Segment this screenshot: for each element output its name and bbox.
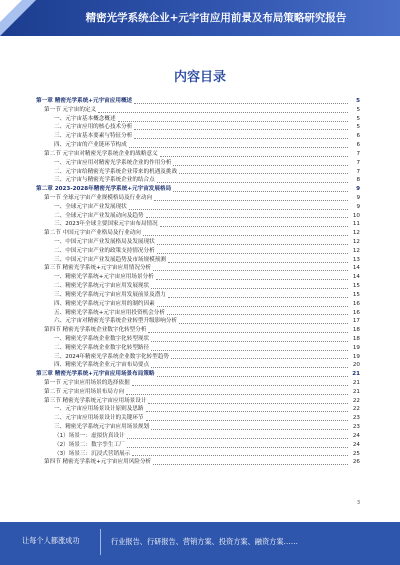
toc-entry-page: 14	[352, 265, 360, 272]
toc-entry-text: 第三节 精密光学系统元宇宙应用场景设计	[44, 397, 147, 404]
toc-entry[interactable]	[36, 264, 360, 273]
toc-entry[interactable]	[36, 229, 360, 238]
toc-leader-dots	[129, 146, 348, 148]
toc-entry[interactable]	[36, 141, 360, 150]
toc-entry-text: 第二节 元宇宙对精密光学系统企业的战略意义	[44, 150, 158, 157]
toc-entry-page: 25	[352, 450, 360, 457]
toc-entry[interactable]	[36, 309, 360, 318]
toc-leader-dots	[132, 454, 348, 456]
toc-entry[interactable]	[36, 97, 360, 106]
toc-leader-dots	[151, 340, 348, 342]
toc-entry-page: 12	[352, 247, 360, 254]
report-title: 精密光学系统企业+元宇宙应用前景及布局策略研究报告	[85, 12, 347, 24]
toc-entry-text: 四、精密光学系统企业元宇宙布局要点	[54, 362, 150, 369]
toc-entry[interactable]	[36, 423, 360, 432]
toc-leader-dots	[157, 243, 348, 245]
toc-leader-dots	[151, 366, 348, 368]
toc-entry-page: 22	[352, 406, 360, 413]
toc-entry[interactable]	[36, 300, 360, 309]
toc-entry-page: 7	[356, 168, 360, 175]
toc-leader-dots	[134, 128, 348, 130]
toc-entry-page: 5	[356, 98, 360, 104]
toc-leader-dots	[173, 190, 348, 192]
toc-entry[interactable]	[36, 317, 360, 326]
toc-entry-text: 第二节 中国元宇宙产业格局及行业动向	[44, 230, 141, 237]
toc-entry-page: 16	[352, 309, 360, 316]
toc-entry-page: 5	[356, 124, 360, 131]
toc-entry-page: 13	[352, 256, 360, 263]
toc-leader-dots	[179, 322, 348, 324]
toc-entry-page: 12	[352, 239, 360, 245]
toc-leader-dots	[126, 393, 348, 395]
toc-entry[interactable]	[36, 115, 360, 124]
toc-entry-text: 第一章 精密光学系统+元宇宙应用概述	[36, 98, 133, 104]
toc-leader-dots	[160, 225, 348, 227]
toc-entry[interactable]	[36, 379, 360, 388]
toc-leader-dots	[156, 278, 348, 280]
toc-entry[interactable]	[36, 168, 360, 177]
toc-entry-page: 24	[352, 432, 360, 439]
toc-entry-text: 三、元宇宙与精密光学系统企业的结合点	[54, 177, 155, 184]
footer-tags: 行业报告、行研报告、营销方案、投资方案、融资方案……	[100, 529, 384, 555]
toc-entry-page: 16	[352, 300, 360, 307]
toc-entry-text: 第四节 精密光学系统+元宇宙应用风险分析	[44, 459, 152, 466]
toc-entry-page: 5	[356, 115, 360, 122]
toc-entry[interactable]	[36, 450, 360, 459]
toc-heading: 内容目录	[173, 70, 226, 85]
toc-entry-page: 11	[352, 221, 360, 228]
toc-leader-dots	[129, 208, 348, 210]
toc-entry-text: 二、元宇宙应用场景设计的关键环节	[54, 415, 144, 422]
toc-entry[interactable]	[36, 238, 360, 247]
toc-entry[interactable]	[36, 247, 360, 256]
toc-entry-text: 一、精密光学系统企业数字化转型现状	[54, 335, 150, 342]
toc-entry[interactable]	[36, 441, 360, 450]
toc-entry[interactable]	[36, 132, 360, 141]
header-banner	[0, 0, 400, 36]
toc-entry[interactable]	[36, 194, 360, 203]
page-number: 3	[356, 500, 360, 506]
toc-entry-text: 三、2024年精密光学系统企业数字化转型趋势	[54, 353, 169, 360]
toc-entry[interactable]	[36, 123, 360, 132]
toc-entry-text: 一、全球元宇宙产业发展现状	[54, 203, 127, 210]
toc-entry-text: 第一节 元宇宙应用场景的选择依据	[44, 380, 130, 386]
toc-entry-text: 第四节 精密光学系统企业数字化转型分析	[44, 327, 147, 334]
toc-leader-dots	[143, 234, 348, 236]
toc-entry[interactable]	[36, 176, 360, 185]
toc-entry[interactable]	[36, 106, 360, 115]
toc-entry-text: 第三节 精密光学系统+元宇宙应用情况分析	[44, 265, 152, 272]
toc-entry[interactable]	[36, 150, 360, 159]
toc-entry-text: 第二节 元宇宙应用场景布局方向	[44, 388, 125, 395]
toc-entry-text: （3）场景三：沉浸式营销展示	[54, 450, 131, 457]
toc-entry-page: 7	[356, 159, 360, 166]
toc-entry[interactable]	[36, 335, 360, 344]
toc-leader-dots	[157, 305, 348, 307]
toc-leader-dots	[157, 375, 348, 377]
toc-entry[interactable]	[36, 370, 360, 379]
toc-entry[interactable]	[36, 159, 360, 168]
toc-entry-text: （2）场景二：数字孪生工厂	[54, 441, 125, 448]
toc-leader-dots	[151, 428, 348, 430]
toc-entry-page: 8	[356, 177, 360, 184]
toc-entry[interactable]	[36, 326, 360, 335]
header-corner-highlight	[0, 0, 22, 22]
toc-entry-page: 18	[352, 335, 360, 342]
toc-entry-text: （1）场景一：虚拟仿真设计	[54, 432, 125, 439]
toc-entry-text: 一、元宇宙应用对精密光学系统企业的作用分析	[54, 159, 172, 166]
toc-leader-dots	[154, 199, 348, 201]
toc-entry-text: 三、元宇宙基本要素与特征分析	[54, 133, 133, 140]
toc-entry[interactable]	[36, 414, 360, 423]
toc-entry-page: 18	[352, 327, 360, 334]
toc-entry[interactable]	[36, 458, 360, 467]
toc-entry-text: 五、精密光学系统+元宇宙应用投资机会分析	[54, 309, 165, 316]
toc-entry-page: 24	[352, 441, 360, 448]
toc-entry-page: 17	[352, 318, 360, 325]
toc-entry-page: 23	[352, 415, 360, 422]
toc-leader-dots	[168, 261, 348, 263]
footer-banner	[0, 522, 400, 565]
toc-leader-dots	[157, 181, 348, 183]
toc-leader-dots	[146, 216, 348, 218]
toc-entry-text: 二、全球元宇宙产业发展动向及趋势	[54, 212, 144, 219]
toc-leader-dots	[148, 402, 348, 404]
toc-entry-page: 21	[352, 380, 360, 386]
toc-entry-page: 21	[352, 388, 360, 395]
toc-leader-dots	[179, 172, 348, 174]
toc-entry-text: 一、中国元宇宙产业发展格局及发展现状	[54, 239, 155, 245]
toc-entry-page: 9	[356, 194, 360, 201]
toc-entry-text: 六、元宇宙对精密光学系统企业转型升级影响分析	[54, 318, 178, 325]
toc-entry-page: 12	[352, 230, 360, 237]
toc-leader-dots	[160, 155, 348, 157]
toc-entry-page: 14	[352, 274, 360, 281]
toc-entry-text: 一、元宇宙应用场景设计原则及思路	[54, 406, 144, 413]
toc-entry[interactable]	[36, 220, 360, 229]
toc-entry-text: 二、中国元宇宙产业的政策支持情况分析	[54, 247, 155, 254]
toc-entry[interactable]	[36, 361, 360, 370]
toc-entry-text: 一、精密光学系统+元宇宙应用场景分析	[54, 274, 154, 281]
toc-entry[interactable]	[36, 185, 360, 194]
toc-entry[interactable]	[36, 212, 360, 221]
toc-leader-dots	[127, 446, 348, 448]
toc-leader-dots	[157, 252, 348, 254]
toc-leader-dots	[127, 437, 348, 439]
toc-entry-text: 第二章 2023-2028年精密光学系统+元宇宙发展格局	[36, 186, 172, 193]
toc-entry-text: 一、元宇宙基本概念概述	[54, 115, 116, 122]
toc-leader-dots	[146, 419, 348, 421]
toc-entry-page: 9	[356, 186, 360, 193]
toc-entry-page: 6	[356, 142, 360, 149]
toc-entry[interactable]	[36, 405, 360, 414]
toc-entry-text: 二、元宇宙应用的核心技术分析	[54, 124, 133, 131]
toc-entry-page: 15	[352, 291, 360, 298]
toc-entry-text: 第三章 精密光学系统+元宇宙应用场景布局策略	[36, 371, 155, 378]
toc-entry[interactable]	[36, 273, 360, 282]
toc-entry-text: 四、精密光学系统元宇宙应用的制约因素	[54, 300, 155, 307]
toc-entry[interactable]	[36, 282, 360, 291]
toc-entry-page: 9	[356, 203, 360, 210]
toc-leader-dots	[146, 410, 348, 412]
toc-leader-dots	[173, 164, 348, 166]
toc-entry[interactable]	[36, 344, 360, 353]
toc-entry-page: 6	[356, 133, 360, 140]
toc-entry-text: 第一节 元宇宙的定义	[44, 106, 97, 113]
toc-leader-dots	[134, 102, 348, 104]
toc-entry-text: 第一节 全球元宇宙产业规模格局及行业动向	[44, 194, 153, 201]
toc-entry-page: 26	[352, 459, 360, 466]
toc-leader-dots	[153, 269, 348, 271]
toc-entry-page: 21	[352, 371, 360, 378]
toc-leader-dots	[153, 463, 348, 465]
toc-entry[interactable]	[36, 432, 360, 441]
toc-leader-dots	[167, 313, 348, 315]
toc-entry-page: 19	[352, 344, 360, 351]
toc-entry-text: 三、精密光学系统元宇宙应用发展前景及潜力	[54, 291, 166, 298]
toc-entry-page: 20	[352, 362, 360, 369]
toc-entry-text: 三、中国元宇宙产业发展趋势及市场规模预测	[54, 256, 166, 263]
toc-entry-text: 四、元宇宙的产业链环节构成	[54, 142, 127, 149]
toc-leader-dots	[134, 137, 348, 139]
toc-entry[interactable]	[36, 203, 360, 212]
toc-entry-text: 二、精密光学系统元宇宙应用发展现状	[54, 283, 150, 290]
toc-entry[interactable]	[36, 397, 360, 406]
toc-entry[interactable]	[36, 291, 360, 300]
toc-leader-dots	[98, 111, 348, 113]
toc-entry-page: 7	[356, 150, 360, 157]
table-of-contents	[36, 97, 360, 467]
toc-entry[interactable]	[36, 256, 360, 265]
toc-entry-page: 15	[352, 283, 360, 290]
toc-entry[interactable]	[36, 353, 360, 362]
toc-leader-dots	[171, 357, 348, 359]
toc-leader-dots	[168, 296, 348, 298]
toc-leader-dots	[132, 384, 348, 386]
toc-entry-text: 三、精密光学系统元宇宙应用场景规划	[54, 424, 150, 431]
footer-slogan: 让每个人都涨成功	[22, 536, 80, 545]
toc-entry-page: 5	[356, 106, 360, 113]
toc-entry-page: 23	[352, 424, 360, 431]
toc-entry[interactable]	[36, 388, 360, 397]
toc-entry-page: 19	[352, 353, 360, 360]
toc-entry-text: 二、精密光学系统企业数字化转型路径	[54, 344, 150, 351]
toc-leader-dots	[118, 120, 348, 122]
toc-entry-text: 三、2023年全球主要国家元宇宙布局情况	[54, 221, 158, 228]
toc-leader-dots	[151, 349, 348, 351]
toc-entry-page: 22	[352, 397, 360, 404]
toc-leader-dots	[151, 287, 348, 289]
toc-entry-page: 10	[352, 212, 360, 219]
toc-entry-text: 二、元宇宙给精密光学系统企业带来的机遇及挑战	[54, 168, 178, 175]
toc-leader-dots	[148, 331, 348, 333]
